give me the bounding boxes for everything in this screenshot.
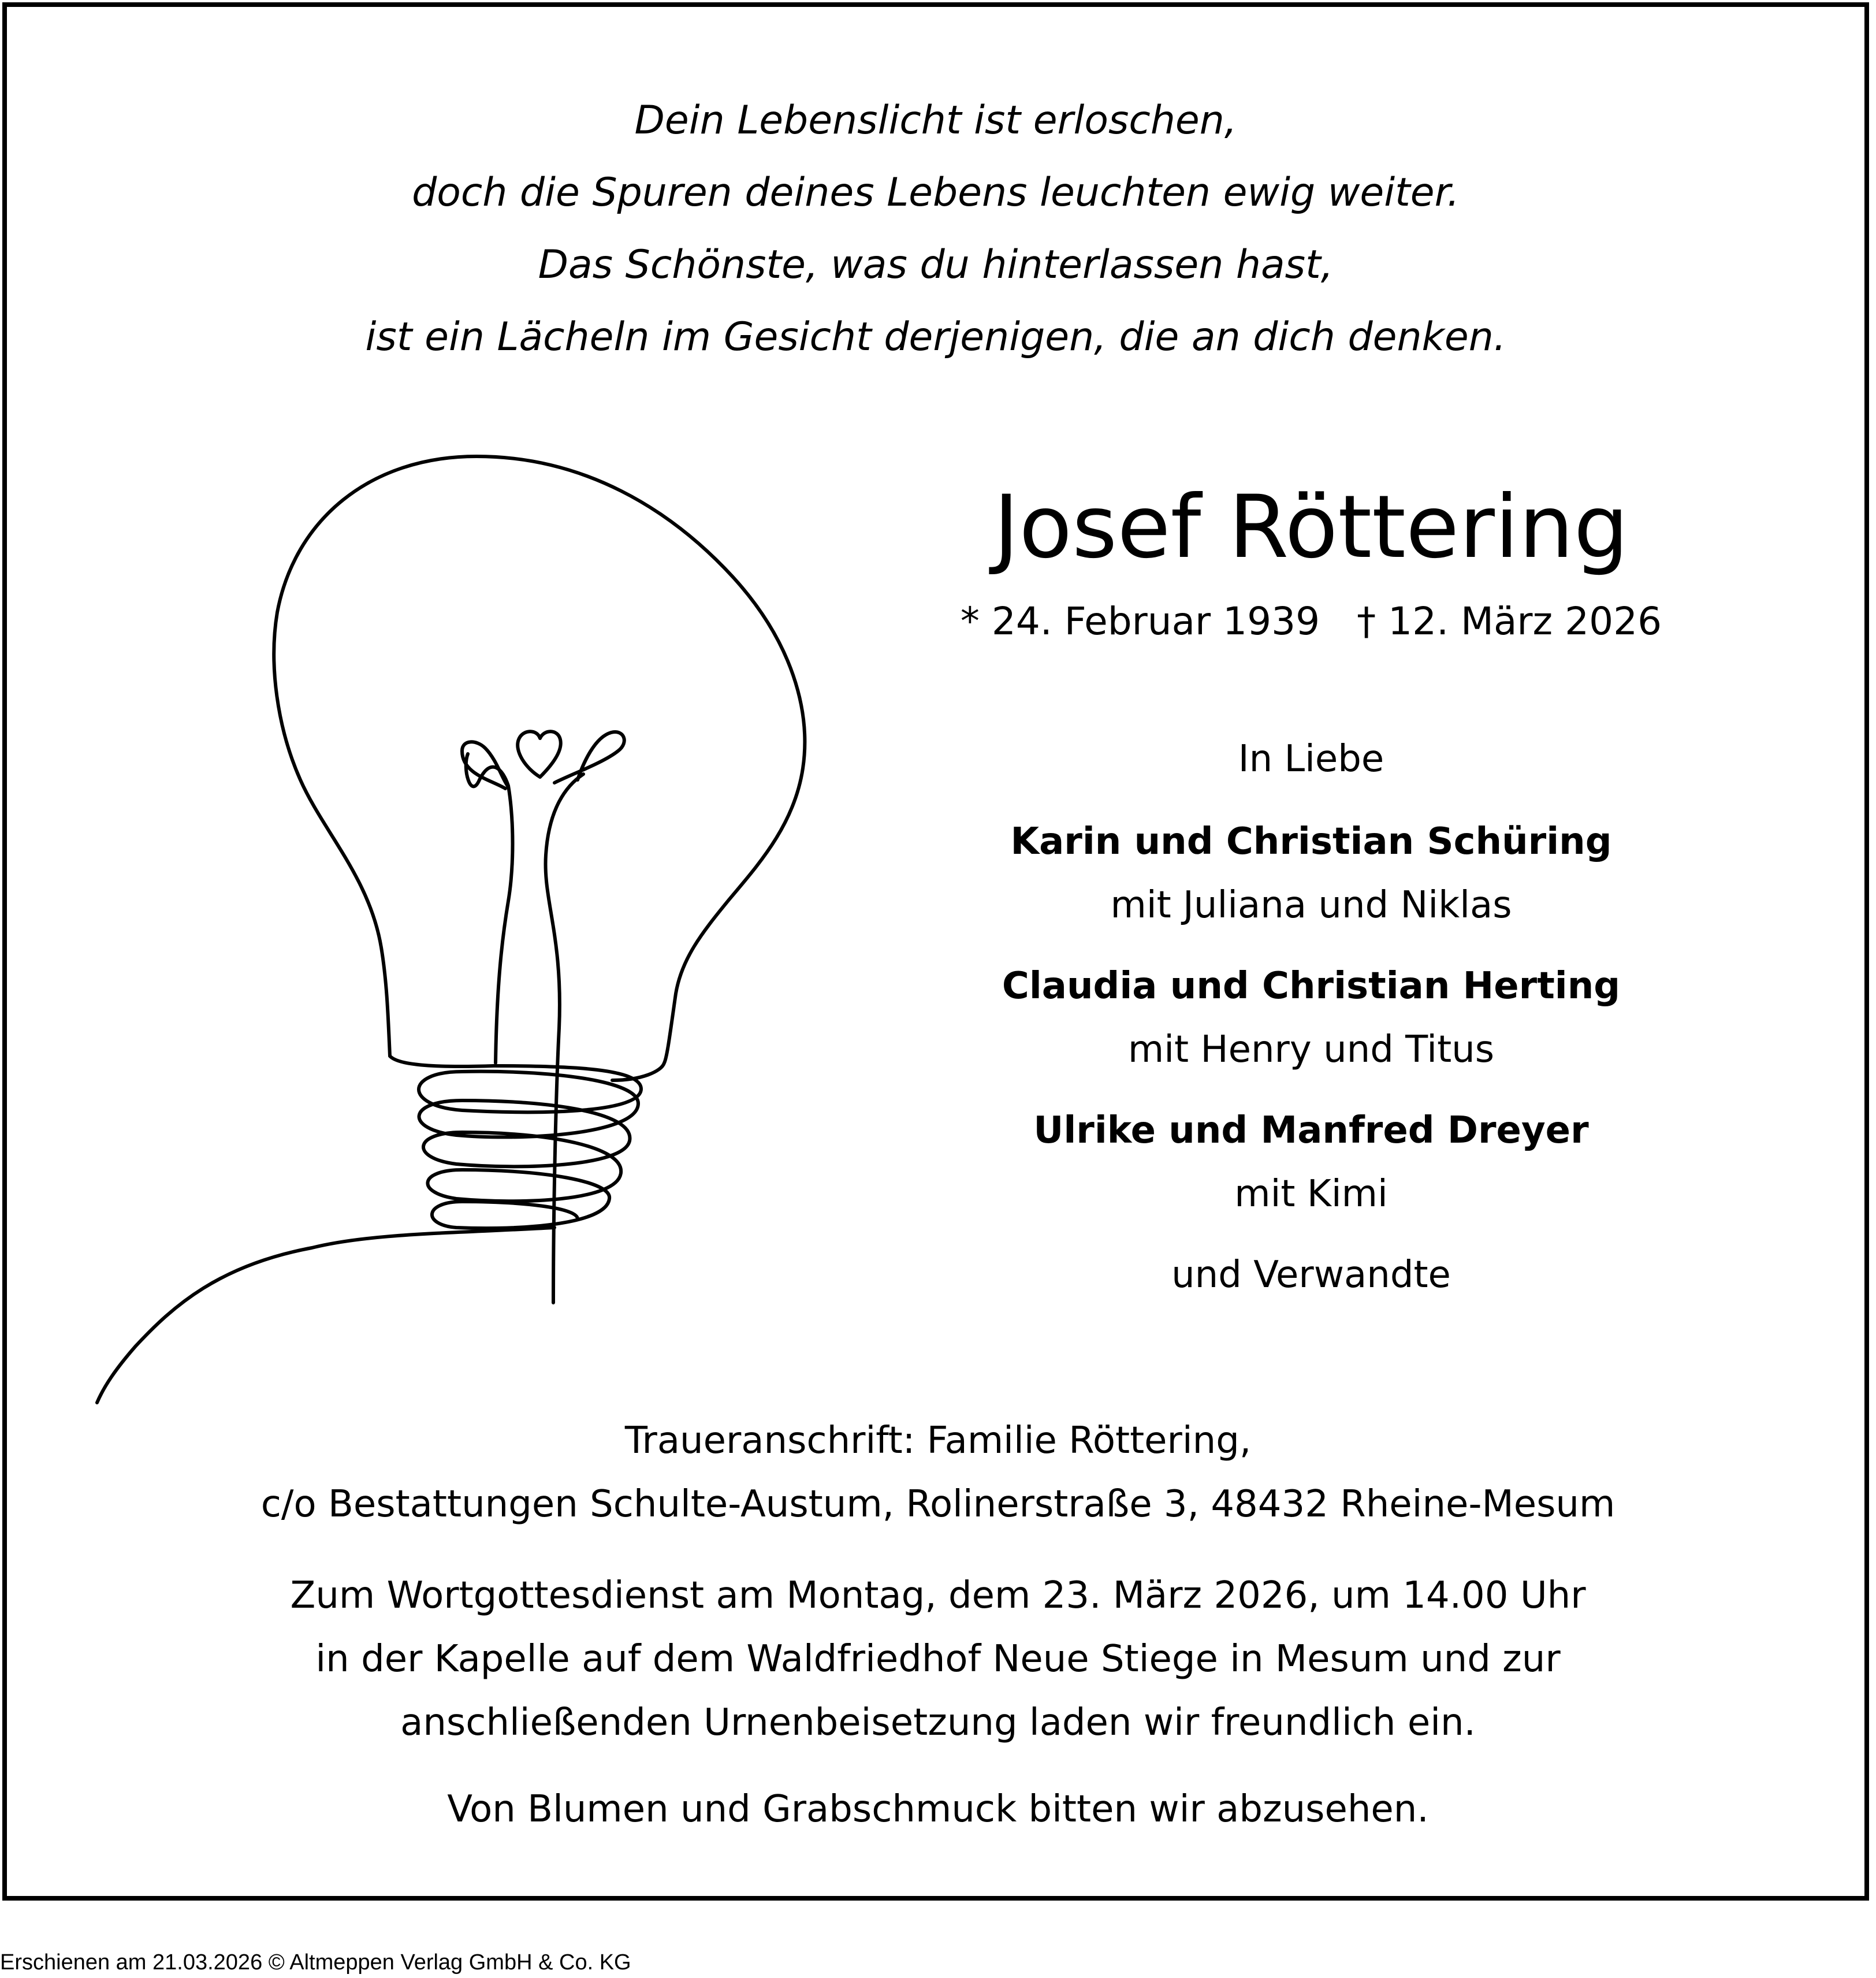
relatives-closing: und Verwandte bbox=[1171, 1254, 1451, 1296]
service-line-2: in der Kapelle auf dem Waldfriedhof Neue Stiege in Mesum und zur bbox=[315, 1638, 1561, 1680]
flowers-note: Von Blumen und Grabschmuck bitten wir abzusehen. bbox=[447, 1788, 1429, 1831]
life-dates bbox=[913, 599, 1710, 644]
poem-line: doch die Spuren deines Lebens leuchten ewig weiter. bbox=[412, 170, 1460, 215]
address-line-1: Traueranschrift: Familie Röttering, bbox=[624, 1419, 1252, 1462]
publication-footer: Erschienen am 21.03.2026 © Altmeppen Verlag GmbH & Co. KG bbox=[0, 1950, 631, 1975]
birth-date: * 24. Februar 1939 bbox=[960, 599, 1320, 644]
family-children: mit Kimi bbox=[1234, 1173, 1388, 1215]
bulb-glass-outline bbox=[274, 456, 805, 1080]
service-line-3: anschließenden Urnenbeisetzung laden wir freundlich ein. bbox=[400, 1701, 1476, 1744]
family-name: Claudia und Christian Herting bbox=[1002, 965, 1621, 1007]
death-date: † 12. März 2026 bbox=[1357, 599, 1662, 644]
poem-line: Das Schönste, was du hinterlassen hast, bbox=[538, 242, 1334, 288]
filament-stem-left bbox=[466, 754, 513, 1063]
bulb-socket-coil bbox=[419, 1066, 641, 1228]
filament-right-loop bbox=[554, 732, 624, 783]
in-liebe-intro: In Liebe bbox=[1238, 738, 1384, 780]
bulb-cord bbox=[97, 1228, 554, 1403]
service-line-1: Zum Wortgottesdienst am Montag, dem 23. März 2026, um 14.00 Uhr bbox=[290, 1574, 1586, 1617]
family-children: mit Henry und Titus bbox=[1127, 1028, 1495, 1071]
family-name: Ulrike und Manfred Dreyer bbox=[1033, 1109, 1589, 1152]
poem-line: Dein Lebenslicht ist erloschen, bbox=[634, 98, 1237, 143]
bulb-neck-left bbox=[390, 1056, 494, 1066]
family-name: Karin und Christian Schüring bbox=[1010, 820, 1612, 863]
address-line-2: c/o Bestattungen Schulte-Austum, Rolinerstraße 3, 48432 Rheine-Mesum bbox=[260, 1483, 1616, 1526]
deceased-name: Josef Röttering bbox=[993, 477, 1629, 578]
poem-line: ist ein Lächeln im Gesicht derjenigen, die an dich denken. bbox=[365, 314, 1506, 360]
filament-heart bbox=[518, 731, 561, 777]
family-children: mit Juliana und Niklas bbox=[1110, 884, 1512, 927]
